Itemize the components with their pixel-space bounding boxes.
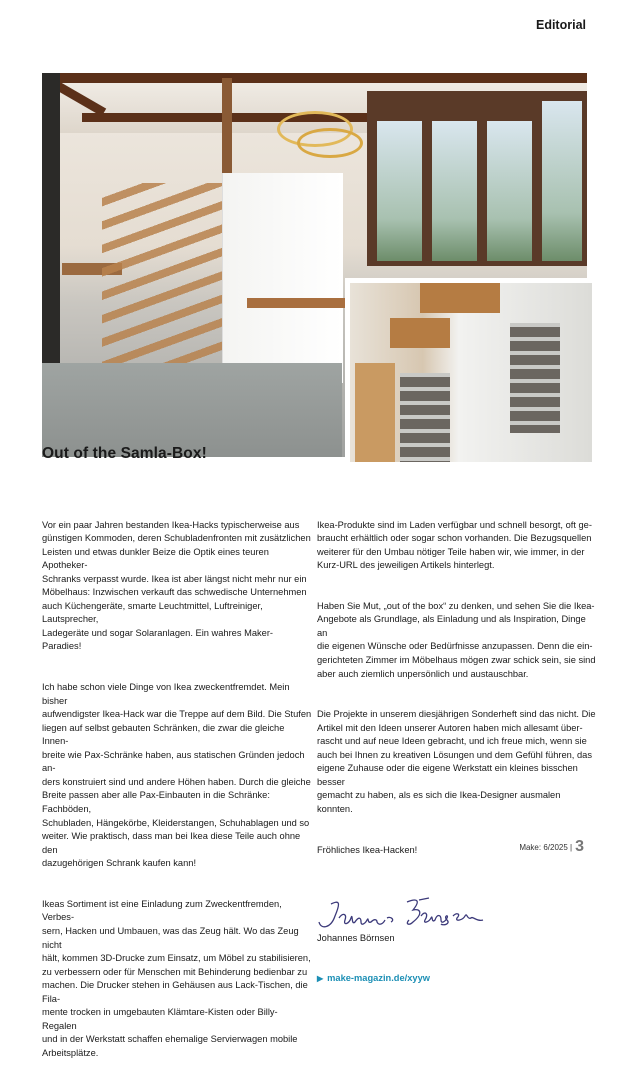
paragraph: Ich habe schon viele Dinge von Ikea zweckentfremdet. Mein bisher aufwendigster Ikea-Hack war die Treppe auf dem Bild. Die Stufen liegen auf selbst gebauten Schränken, die zwar die gleiche Innen- breite wie Pax-Schränke haben, aus statischen Gründen jedoch an- ders konstruiert sind und andere Höhen haben. Durch die gleiche Breite passen aber alle Pax-Einbauten in die Schränke: Fachböden, Schubladen, Hängekörbe, Kleiderstangen, Schuhablagen und so weiter. Wie praktisch, dass man bei Ikea diese Teile auch ohne den dazugehörigen Schrank kaufen kann! — [42, 682, 312, 869]
triangle-right-icon: ▶ — [317, 973, 324, 983]
closing-line: Fröhliches Ikea-Hacken! — [317, 844, 418, 855]
page-footer — [519, 838, 584, 856]
short-url-text: make-magazin.de/xyyw — [327, 972, 430, 983]
paragraph: Die Projekte in unserem diesjährigen Sonderheft sind das nicht. Die Artikel mit den Ideen unserer Autoren haben mich allesamt über- rascht und auf neue Ideen gebracht, und ich freue mich, wenn sie auch bei Ihnen zu kreativen Lösungen und dem Gefühl führen, das eigene Zuhause oder die eigene Werkstatt ein kleines bisschen besser gemacht zu haben, als es sich die Ikea-Designer ausmalen konnten. — [317, 709, 596, 815]
short-url-link[interactable] — [317, 972, 597, 986]
article-column-right — [317, 505, 597, 999]
paragraph: Haben Sie Mut, „out of the box“ zu denken, und sehen Sie die Ikea- Angebote als Grundlage, als Einladung und als Inspiration, Dinge an die eigenen Wünsche oder Bedürfnisse anzupassen. Denn die ein- gerichteten Zimmer im Möbelhaus mögen zwar schick sein, sie sind aber auch ziemlich unpersönlich und austauschbar. — [317, 600, 596, 679]
author-name: Johannes Börnsen — [317, 932, 395, 943]
article-column-left — [42, 505, 312, 1088]
handwritten-signature — [317, 882, 597, 922]
stair-drawers-photo — [345, 278, 592, 462]
paragraph: Ikea-Produkte sind im Laden verfügbar und schnell besorgt, oft ge- braucht erhältlich oder sogar schon vorhanden. Die Bezugsquellen weiterer für den Umbau nötiger Teile haben wir, wie immer, in der Kurz-URL des jeweiligen Artikels hinterlegt. — [317, 519, 592, 571]
article-title: Out of the Samla-Box! — [42, 445, 207, 462]
section-label: Editorial — [535, 18, 586, 32]
page-number: 3 — [575, 838, 584, 855]
paragraph: Vor ein paar Jahren bestanden Ikea-Hacks typischerweise aus günstigen Kommoden, deren Schubladenfronten mit zusätzlichen Leisten und etwas dunkler Beize die Optik eines teuren Apotheker- Schranks verpasst wurde. Ikea ist aber längst nicht mehr nur ein Möbelhaus: Inzwischen verkauft das schwedische Unternehmen auch Küchengeräte, smarte Leuchtmittel, Luftreiniger, Lautsprecher, Ladegeräte und sogar Solaranlagen. Ein wahres Maker-Paradies! — [42, 519, 311, 652]
issue-label: Make: 6/2025 | — [519, 842, 573, 852]
paragraph: Ikeas Sortiment ist eine Einladung zum Zweckentfremden, Verbes- sern, Hacken und Umbauen, was das Zeug hält. Wo das Zeug nicht hält, kommen 3D-Drucke zum Einsatz, um Möbel zu stabilisieren, zu verbessern oder für Menschen mit Behinderung bedienbar zu machen. Die Drucker stehen in Gehäusen aus Lack-Tischen, die Fila- mente trocken in umgebauten Klämtare-Kisten oder Billy-Regalen und in der Werkstatt schaffen ehemalige Servierwagen mobile Arbeitsplätze. — [42, 898, 311, 1058]
